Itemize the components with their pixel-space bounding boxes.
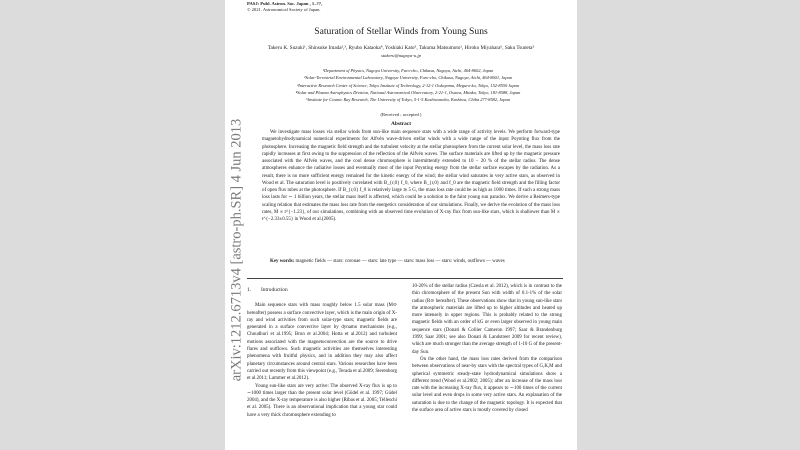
affiliation-3: ³Interactive Research Center of Science, Tokyo Institute of Technology, 2-12-1 Ookayama, Meguro-ku, Tokyo, 152-8550 Japan bbox=[296, 82, 520, 88]
affiliation-2: ²Solar-Terrestrial Environmental Laboratory, Nagoya University, Furo-cho, Chikusa, Nagoya, Aichi, 464-8601, Japan bbox=[304, 75, 512, 81]
right-paragraph-1: 10-20% of the stellar radius (Czesla et al. 2012), which is in contrast to the thin chromosphere of the present Sun with width of 0.1-1% of the solar radius (R⊙ hereafter). These observations show that in young sun-like stars the atmospheric materials are lifted up to higher altitudes and heated up more intensely in upper regions. This is probably related to the strong magnetic fields with an order of kG or even larger observed in young main sequence stars (Donati & Collier Cameron 1997; Saar & Brandenburg 1999; Saar 2001; see also Donati & Landstreet 2009 for recent review), which are much stronger than the average strength of 1-10 G of the present-day Sun. bbox=[412, 284, 562, 355]
abstract-text: We investigate mass losses via stellar winds from sun-like main sequence stars with a wide range of activity levels. We perform forward-type magnetohydrodynamical numerical experiments for Alfvén wave-driven stellar winds with a wide range of the input Poynting flux from the photosphere. Increasing the magnetic field strength and the turbulent velocity at the stellar photosphere from the current solar level, the mass loss rate rapidly increases at first owing to the suppression of the reflection of the Alfvén waves. The surface materials are lifted up by the magnetic pressure associated with the Alfvén waves, and the cool dense chromosphere is intermittently extended to 10 − 20 % of the stellar radius. The dense atmospheres enhance the radiative losses and eventually most of the input Poynting energy from the stellar surface escapes by the radiation. As a result, there is no more sufficient energy remained for the kinetic energy of the wind; the stellar wind saturates in very active stars, as observed in Wood et al. The saturation level is positively correlated with B_{r,0} f_0, where B_{r,0} and f_0 are the magnetic field strength and the filling factor of open flux tubes at the photosphere. If B_{r,0} f_0 is relatively large ≳ 5 G, the mass loss rate could be as high as 1000 times. If such a strong mass loss lasts for ∼ 1 billion years, the stellar mass itself is affected, which could be a solution to the faint young sun paradox. We derive a Reimers-type scaling relation that estimates the mass loss rate from the energetics consideration of our simulations. Finally, we derive the evolution of the mass loss rates, Ṁ ∝ t^{−1.23}, of our simulations, combining with an observed time evolution of X-ray flux from sun-like stars, which is shallower than Ṁ ∝ t^{−2.33±0.55} in Wood et al.(2005). bbox=[262, 130, 560, 222]
section-heading bbox=[247, 287, 397, 294]
journal-name: PASJ: Publ. Astron. Soc. Japan , 1–??, bbox=[247, 1, 323, 6]
author-list bbox=[249, 45, 553, 59]
affiliation-1: ¹Department of Physics, Nagoya University, Furo-cho, Chikusa, Nagoya, Aichi, 464-8602, Japan bbox=[322, 68, 494, 73]
left-paragraph-1: Main sequence stars with mass roughly below 1.5 solar mass (M⊙ hereafter) possess a surface convective layer, which is the main origin of X-ray and wind activities from such solar-type stars; magnetic fields are generated in a surface convective layer by dynamo mechanisms (e.g., Choudhuri et al.1995; Brun et al.2004; Hotta et al.2012) and turbulent motions associated with the magnetoconvection are the source to drive flares and outflows. Such magnetic activities are themselves interesting phenomena with fruitful physics, and in addition they may also affect planetary circumstances around central stars. Various researches have been carried out recently from this viewpoint (e.g., Terada et al.2009; Sterenborg et al.2011; Lammer et al.2012). bbox=[247, 303, 397, 382]
keywords-text: magnetic fields — stars: coronae — stars: late type — stars: mass loss — stars: winds, outflows — waves bbox=[295, 259, 505, 264]
left-column bbox=[247, 283, 397, 419]
affiliation-4: ⁴Solar and Plasma Astrophysics Division, National Astronomical Observatory, 2-21-1, Osawa, Mitaka, Tokyo, 181-8588, Japan bbox=[295, 89, 521, 95]
journal-header bbox=[247, 1, 322, 13]
arxiv-stamp: arXiv:1212.6713v4 [astro-ph.SR] 4 Jun 2013 bbox=[228, 118, 245, 382]
section-number: 1. bbox=[247, 287, 252, 293]
abstract-heading: Abstract bbox=[390, 121, 412, 127]
authors-text: Takeru K. Suzuki¹, Shinsuke Imada²,³, Ryuho Kataoka⁴, Yoshiaki Kato⁵, Takuma Matsumoto¹, Hiroko Miyahara⁶, Saku Tsuneta⁵ bbox=[267, 45, 535, 51]
right-paragraph-2: On the other hand, the mass loss rates derived from the comparison between observations of near-by stars with the spectral types of G,K,M and spherical symmetric steady-state hydrodynamical simulations show a different trend (Wood et al.2002; 2005); after an increase of the mass loss rate with the increasing X-ray flux, it appears to ∼100 times of the current solar level and even drops in some very active stars. An explanation of the saturation is due to the change of the magnetic topology. It is expected that the surface area of active stars is mostly covered by closed bbox=[412, 356, 562, 414]
keywords-label: Key words: bbox=[270, 259, 295, 264]
divider-rule bbox=[247, 278, 563, 279]
affiliations bbox=[249, 67, 567, 103]
left-paragraph-2: Young sun-like stars are very active: The observed X-ray flux is up to ∼1000 times larger than the present solar level (Güdel et al. 1997; Güdel 2004), and the X-ray temperature is also higher (Ribas et al. 2005; Telleschi et al. 2005). There is an observational implication that a young star could have a very thick chromosphere extending to bbox=[247, 383, 397, 418]
section-title: Introduction bbox=[261, 287, 288, 293]
paper-title: Saturation of Stellar Winds from Young Suns bbox=[314, 26, 488, 37]
copyright-line: © 2021. Astronomical Society of Japan. bbox=[247, 7, 321, 12]
author-email: stakeru@nagoya-u.jp bbox=[381, 53, 421, 58]
affiliation-5: ⁵Institute for Cosmic Ray Research, The University of Tokyo, 5-1-5 Kashiwanoha, Kashiwa, Chiba 277-8582, Japan bbox=[305, 97, 510, 103]
keywords bbox=[262, 258, 560, 265]
received-line: (Received ; accepted ) bbox=[380, 112, 422, 117]
paper-page bbox=[225, 0, 577, 450]
right-column bbox=[412, 283, 562, 414]
